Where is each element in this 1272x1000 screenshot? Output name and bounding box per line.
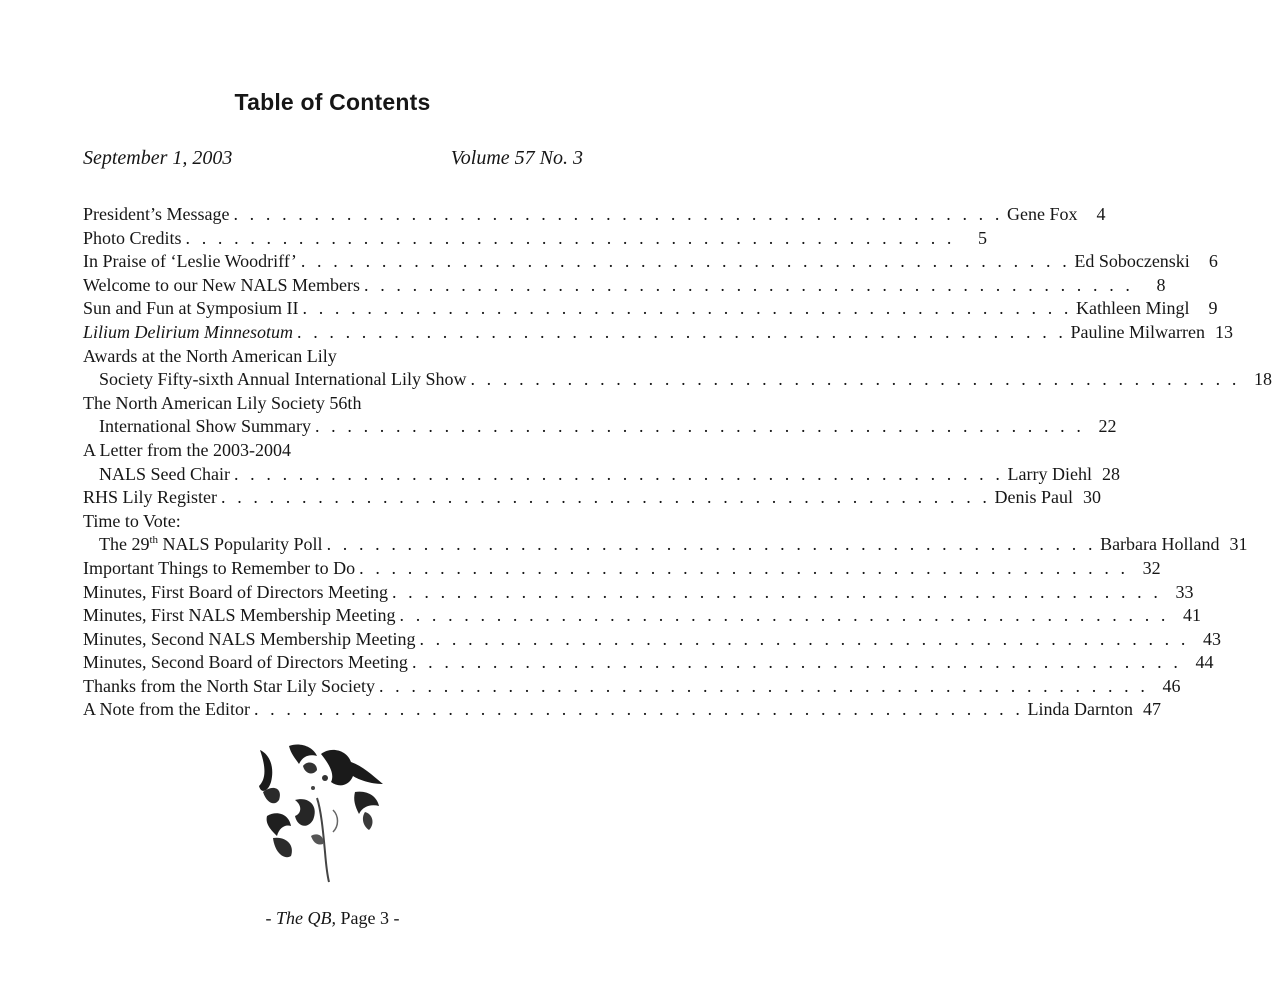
dot-leader: . . . . . . . . . . . . . . . . . . . . . . . . . . . . . . . . . . . . . . . . . . . . . . . . [221, 487, 991, 508]
toc-entry-title: Minutes, First Board of Directors Meeting [83, 581, 388, 602]
toc-entry-seed-chair-line2[interactable] [83, 463, 1120, 487]
toc-entry-photo-credits[interactable] [83, 227, 988, 251]
toc-entry-author: Larry Diehl [1007, 463, 1092, 484]
toc-entry-title: RHS Lily Register [83, 487, 217, 508]
toc-entry-author: Linda Darnton [1027, 699, 1133, 720]
dot-leader: . . . . . . . . . . . . . . . . . . . . . . . . . . . . . . . . . . . . . . . . . . . . . . . . [359, 557, 1129, 578]
toc-entry-time-to-vote-line1[interactable] [83, 510, 575, 534]
toc-entry-title: Minutes, Second Board of Directors Meeting [83, 652, 408, 673]
toc-entry-page: 6 [1208, 251, 1218, 272]
toc-entry-page: 41 [1183, 605, 1201, 626]
toc-entry-author: Gene Fox [1006, 204, 1078, 224]
dot-leader: . . . . . . . . . . . . . . . . . . . . . . . . . . . . . . . . . . . . . . . . . . . . . . . . [419, 628, 1189, 649]
toc-entry-title: International Show Summary [99, 416, 311, 437]
toc-entry-author: Pauline Milwarren [1070, 321, 1205, 342]
dot-leader: . . . . . . . . . . . . . . . . . . . . . . . . . . . . . . . . . . . . . . . . . . . . . . . . [470, 369, 1240, 390]
toc-entry-page: 5 [978, 227, 988, 248]
toc-entry-title: A Letter from the 2003-2004 [83, 439, 291, 460]
toc-entry-title [83, 533, 323, 557]
toc-entry-page: 32 [1142, 557, 1161, 578]
toc-entry-title: Photo Credits [83, 227, 182, 248]
toc-entry-show-summary-line2[interactable] [83, 415, 1117, 439]
toc-entry-page: 8 [1156, 274, 1166, 295]
toc-entry-important-things[interactable] [83, 557, 1161, 581]
toc-entry-page: 30 [1083, 487, 1101, 508]
toc-entry-author: Kathleen Mingl [1076, 298, 1190, 319]
toc-entry-awards-line2[interactable] [83, 368, 1272, 392]
footer-page: Page 3 - [336, 908, 400, 928]
toc-entry-author: Denis Paul [994, 487, 1073, 508]
dot-leader: . . . . . . . . . . . . . . . . . . . . . . . . . . . . . . . . . . . . . . . . . . . . . . . . [302, 298, 1073, 319]
toc-entry-title: Important Things to Remember to Do [83, 557, 356, 578]
toc-entry-title: Time to Vote: [83, 510, 181, 531]
toc-entry-page: 46 [1162, 675, 1181, 696]
toc-entry-seed-chair-line1[interactable] [83, 439, 575, 463]
toc-entry-lilium-delirium[interactable] [83, 321, 1233, 345]
toc-entry-title: President’s Message [83, 204, 230, 224]
toc-entry-page: 47 [1142, 699, 1161, 720]
dot-leader: . . . . . . . . . . . . . . . . . . . . . . . . . . . . . . . . . . . . . . . . . . . . . . . . [326, 534, 1097, 555]
footer-publication: The QB, [276, 908, 336, 928]
dot-leader: . . . . . . . . . . . . . . . . . . . . . . . . . . . . . . . . . . . . . . . . . . . . . . . . [185, 227, 956, 248]
title-part: NALS Popularity Poll [158, 534, 323, 555]
footer-prefix: - [265, 908, 276, 928]
toc-entry-title: A Note from the Editor [83, 699, 250, 720]
toc-entry-rhs-register[interactable] [83, 486, 1101, 510]
toc-entry-title: Awards at the North American Lily [83, 345, 337, 366]
toc-entry-presidents-message[interactable] [83, 203, 1106, 227]
toc-entry-title: Minutes, Second NALS Membership Meeting [83, 628, 416, 649]
toc-entry-title: Lilium Delirium Minnesotum [83, 321, 293, 342]
toc-entry-page: 4 [1096, 204, 1106, 224]
toc-entry-title: The North American Lily Society 56th [83, 392, 362, 413]
title-part: The 29 [99, 534, 150, 555]
dot-leader: . . . . . . . . . . . . . . . . . . . . . . . . . . . . . . . . . . . . . . . . . . . . . . . . [391, 581, 1162, 602]
issue-date: September 1, 2003 [83, 147, 233, 169]
table-of-contents [83, 203, 1272, 722]
page-footer [0, 908, 665, 929]
toc-entry-author: Barbara Holland [1100, 534, 1220, 555]
ordinal-suffix: th [149, 534, 159, 547]
dot-leader: . . . . . . . . . . . . . . . . . . . . . . . . . . . . . . . . . . . . . . . . . . . . . . . . [399, 605, 1169, 626]
dot-leader: . . . . . . . . . . . . . . . . . . . . . . . . . . . . . . . . . . . . . . . . . . . . . . . . [411, 652, 1182, 673]
toc-entry-popularity-poll[interactable] [83, 533, 1248, 557]
toc-entry-author: Ed Soboczenski [1074, 251, 1190, 272]
toc-entry-page: 28 [1101, 463, 1120, 484]
toc-entry-page: 31 [1229, 534, 1248, 555]
toc-entry-title: Thanks from the North Star Lily Society [83, 675, 375, 696]
toc-entry-page: 22 [1098, 416, 1117, 437]
toc-entry-minutes-first-board[interactable] [83, 581, 1194, 605]
toc-entry-editor-note[interactable] [83, 698, 1161, 722]
dot-leader: . . . . . . . . . . . . . . . . . . . . . . . . . . . . . . . . . . . . . . . . . . . . . . . . [314, 416, 1085, 437]
toc-entry-page: 43 [1202, 628, 1221, 649]
toc-entry-page: 9 [1208, 298, 1218, 319]
toc-entry-title: Welcome to our New NALS Members [83, 274, 360, 295]
toc-entry-leslie-woodriff[interactable] [83, 250, 1218, 274]
dot-leader: . . . . . . . . . . . . . . . . . . . . . . . . . . . . . . . . . . . . . . . . . . . . . . . . [297, 321, 1067, 342]
toc-entry-page: 33 [1175, 581, 1194, 602]
dot-leader: . . . . . . . . . . . . . . . . . . . . . . . . . . . . . . . . . . . . . . . . . . . . . . . . [233, 463, 1004, 484]
toc-entry-minutes-first-membership[interactable] [83, 604, 1201, 628]
toc-entry-title: Sun and Fun at Symposium II [83, 298, 299, 319]
toc-entry-title: Minutes, First NALS Membership Meeting [83, 605, 396, 626]
toc-entry-awards-line1[interactable] [83, 345, 575, 369]
toc-entry-page: 13 [1214, 321, 1233, 342]
toc-entry-title: Society Fifty-sixth Annual International Lily Show [99, 369, 467, 390]
toc-entry-show-summary-line1[interactable] [83, 392, 575, 416]
dot-leader: . . . . . . . . . . . . . . . . . . . . . . . . . . . . . . . . . . . . . . . . . . . . . . . . [378, 675, 1149, 696]
toc-entry-title: In Praise of ‘Leslie Woodriff’ [83, 251, 297, 272]
dot-leader: . . . . . . . . . . . . . . . . . . . . . . . . . . . . . . . . . . . . . . . . . . . . . . . . [364, 274, 1134, 295]
toc-entry-page: 18 [1253, 369, 1272, 390]
toc-entry-new-members[interactable] [83, 274, 1166, 298]
toc-entry-north-star-thanks[interactable] [83, 675, 1181, 699]
toc-entry-minutes-second-membership[interactable] [83, 628, 1221, 652]
dot-leader: . . . . . . . . . . . . . . . . . . . . . . . . . . . . . . . . . . . . . . . . . . . . . . . . [253, 699, 1024, 720]
lily-emblem-icon [255, 740, 400, 885]
page-title: Table of Contents [234, 89, 431, 115]
dot-leader: . . . . . . . . . . . . . . . . . . . . . . . . . . . . . . . . . . . . . . . . . . . . . . . . [233, 204, 1003, 224]
toc-entry-symposium[interactable] [83, 297, 1218, 321]
toc-entry-minutes-second-board[interactable] [83, 651, 1214, 675]
toc-entry-page: 44 [1195, 652, 1214, 673]
issue-volume: Volume 57 No. 3 [450, 147, 583, 169]
toc-entry-title: NALS Seed Chair [99, 463, 230, 484]
dot-leader: . . . . . . . . . . . . . . . . . . . . . . . . . . . . . . . . . . . . . . . . . . . . . . . . [300, 251, 1071, 272]
